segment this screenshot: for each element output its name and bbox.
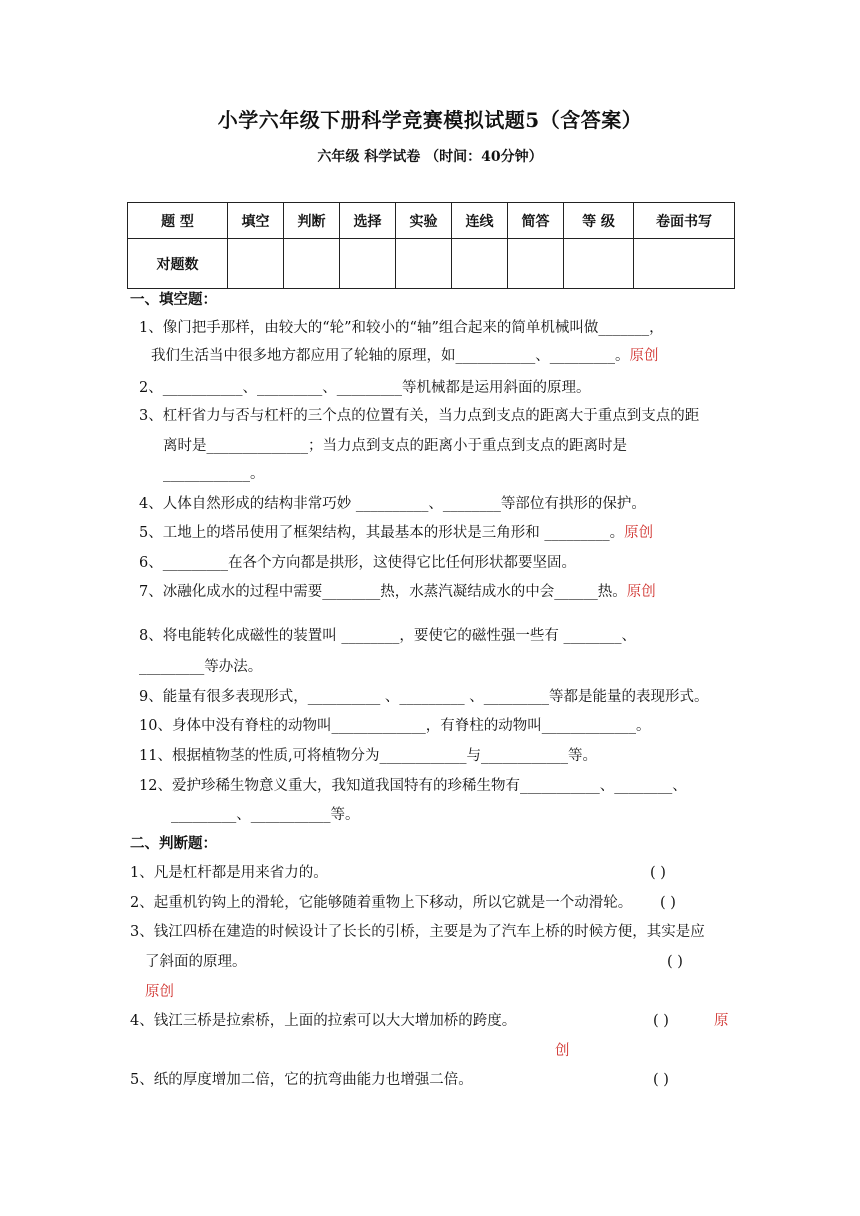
question-line: 4、钱江三桥是拉索桥，上面的拉索可以大大增加桥的跨度。 <box>130 1013 517 1029</box>
header-cell: 实验 <box>396 203 452 239</box>
header-cell: 连线 <box>452 203 508 239</box>
empty-cell <box>564 239 634 289</box>
question-line: 4、人体自然形成的结构非常巧妙 __________、________等部位有拱形的保护。 <box>139 496 646 512</box>
empty-cell <box>452 239 508 289</box>
empty-cell <box>284 239 340 289</box>
header-cell: 等 级 <box>564 203 634 239</box>
question-line: 9、能量有很多表现形式，__________ 、_________ 、_________等都是能量的表现形式。 <box>139 689 709 705</box>
section-heading-judge: 二、判断题： <box>130 835 217 852</box>
question-line: 3、钱江四桥在建造的时候设计了长长的引桥，主要是为了汽车上桥的时候方便，其实是应 <box>130 924 705 940</box>
question-line: _________等办法。 <box>139 659 263 675</box>
header-cell: 填空 <box>228 203 284 239</box>
score-table <box>127 202 735 289</box>
header-cell: 判断 <box>284 203 340 239</box>
original-mark: 原创 <box>624 525 654 541</box>
question-line: ____________。 <box>163 466 265 482</box>
empty-cell <box>228 239 284 289</box>
answer-parentheses: ( ) <box>653 1072 669 1088</box>
question-line: 6、_________在各个方向都是拱形，这使得它比任何形状都要坚固。 <box>139 555 576 571</box>
header-cell: 选择 <box>340 203 396 239</box>
question-line: 1、像门把手那样，由较大的“轮”和较小的“轴”组合起来的简单机械叫做_______， <box>139 320 664 336</box>
question-line: 1、凡是杠杆都是用来省力的。 <box>130 865 328 881</box>
row-label-cell: 对题数 <box>128 239 228 289</box>
question-line: 10、身体中没有脊柱的动物叫_____________，有脊柱的动物叫_____________。 <box>139 718 651 734</box>
original-mark: 原创 <box>626 584 656 600</box>
question-line: _________、___________等。 <box>171 807 360 823</box>
question-line: 5、工地上的塔吊使用了框架结构，其最基本的形状是三角形和 _________。 <box>139 525 625 541</box>
question-line: 3、杠杆省力与否与杠杆的三个点的位置有关，当力点到支点的距离大于重点到支点的距 <box>139 408 700 424</box>
empty-cell <box>634 239 735 289</box>
question-line: 离时是______________；当力点到支点的距离小于重点到支点的距离时是 <box>163 438 627 454</box>
empty-cell <box>508 239 564 289</box>
answer-parentheses: ( ) <box>650 865 666 881</box>
score-table-header-row <box>128 203 735 239</box>
question-line: 5、纸的厚度增加二倍，它的抗弯曲能力也增强二倍。 <box>130 1072 473 1088</box>
original-mark-part: 创 <box>555 1043 570 1059</box>
question-line: 2、起重机钓钩上的滑轮，它能够随着重物上下移动，所以它就是一个动滑轮。 <box>130 895 633 911</box>
empty-cell <box>340 239 396 289</box>
document-subtitle: 六年级 科学试卷 （时间：40分钟） <box>317 149 543 165</box>
original-mark: 原创 <box>629 348 659 364</box>
question-line: 8、将电能转化成磁性的装置叫 ________，要使它的磁性强一些有 ________、 <box>139 628 636 644</box>
question-line: 11、根据植物茎的性质,可将植物分为____________与____________等。 <box>139 748 598 764</box>
question-line: 7、冰融化成水的过程中需要________热，水蒸汽凝结成水的中会______热。 <box>139 584 627 600</box>
original-mark-part: 原 <box>714 1013 729 1029</box>
question-line: 了斜面的原理。 <box>145 954 247 970</box>
original-mark: 原创 <box>145 984 174 1000</box>
document-title: 小学六年级下册科学竞赛模拟试题5（含答案） <box>217 108 643 132</box>
question-line: 我们生活当中很多地方都应用了轮轴的原理，如___________、_________。 <box>151 348 630 364</box>
header-cell: 简答 <box>508 203 564 239</box>
answer-parentheses: ( ) <box>660 895 676 911</box>
header-cell: 卷面书写 <box>634 203 735 239</box>
score-table-row <box>128 239 735 289</box>
header-cell: 题 型 <box>128 203 228 239</box>
question-line: 12、爱护珍稀生物意义重大，我知道我国特有的珍稀生物有___________、________、 <box>139 778 687 794</box>
answer-parentheses: ( ) <box>667 954 683 970</box>
section-heading-fill: 一、填空题： <box>130 291 217 308</box>
empty-cell <box>396 239 452 289</box>
answer-parentheses: ( ) <box>653 1013 669 1029</box>
question-line: 2、___________、_________、_________等机械都是运用斜面的原理。 <box>139 380 591 396</box>
